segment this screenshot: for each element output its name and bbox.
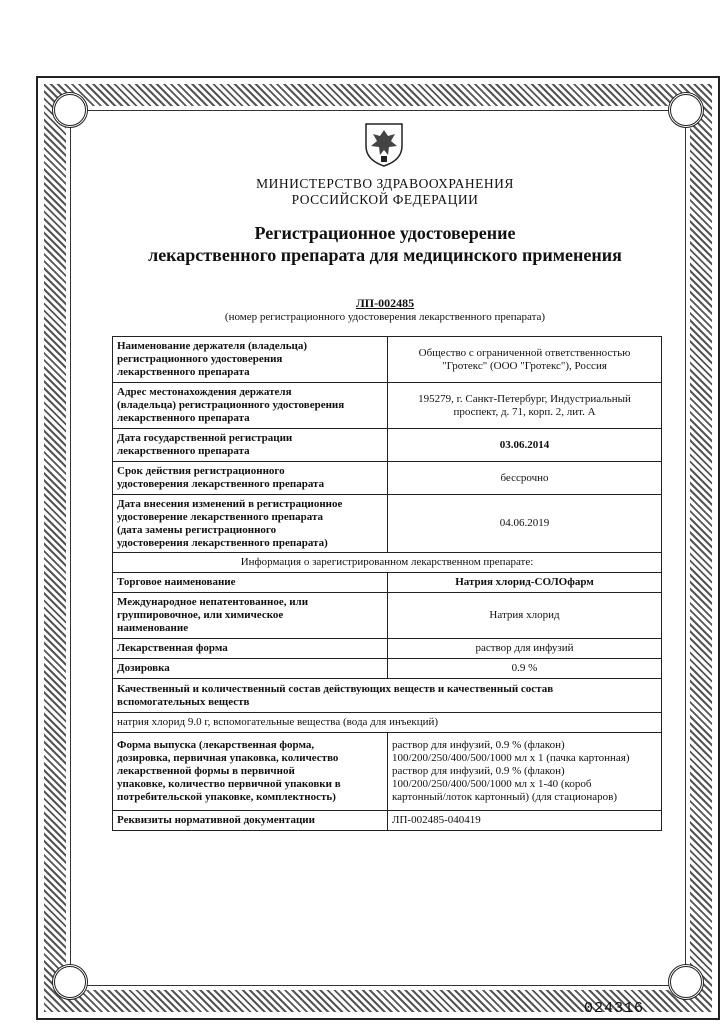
corner-rosette-bottom-left (52, 964, 88, 1000)
holder-name-label: Наименование держателя (владельца) регистрационного удостоверения лекарственного препарата (113, 337, 388, 383)
corner-rosette-bottom-right (668, 964, 704, 1000)
holder-address-value: 195279, г. Санкт-Петербург, Индустриальный проспект, д. 71, корп. 2, лит. А (388, 383, 662, 429)
document-title: Регистрационное удостоверение лекарственного препарата для медицинского применения (148, 223, 622, 265)
validity-label: Срок действия регистрационного удостоверения лекарственного препарата (113, 462, 388, 495)
regulatory-docs-label: Реквизиты нормативной документации (113, 811, 388, 831)
holder-name-value: Общество с ограниченной ответственностью "Гротекс" (ООО "Гротекс"), Россия (388, 337, 662, 383)
table-row (113, 811, 662, 831)
form-serial-number: 024316 (584, 1000, 645, 1017)
ministry-name: МИНИСТЕРСТВО ЗДРАВООХРАНЕНИЯ РОССИЙСКОЙ ФЕДЕРАЦИИ (256, 176, 514, 207)
registration-date-value: 03.06.2014 (388, 429, 662, 462)
table-row (113, 429, 662, 462)
table-row (113, 495, 662, 553)
inn-value: Натрия хлорид (388, 593, 662, 639)
table-row (113, 337, 662, 383)
dosage-form-value: раствор для инфузий (388, 639, 662, 659)
regulatory-docs-value: ЛП-002485-040419 (388, 811, 662, 831)
table-row (113, 639, 662, 659)
table-row (113, 383, 662, 429)
registration-number: ЛП-002485 (355, 296, 415, 310)
table-row (113, 553, 662, 573)
coat-of-arms-icon (362, 120, 406, 168)
holder-address-label: Адрес местонахождения держателя (владельца) регистрационного удостоверения лекарственного препарата (113, 383, 388, 429)
registration-number-caption: (номер регистрационного удостоверения лекарственного препарата) (224, 311, 546, 323)
table-row (113, 573, 662, 593)
composition-label: Качественный и количественный состав действующих веществ и качественный состав вспомогательных веществ (113, 679, 662, 713)
table-row (113, 733, 662, 811)
inn-label: Международное непатентованное, или группировочное, или химическое наименование (113, 593, 388, 639)
trade-name-value: Натрия хлорид-СОЛОфарм (388, 573, 662, 593)
table-row (113, 659, 662, 679)
registration-date-label: Дата государственной регистрации лекарственного препарата (113, 429, 388, 462)
table-row (113, 462, 662, 495)
trade-name-label: Торговое наименование (113, 573, 388, 593)
table-row (113, 593, 662, 639)
table-row (113, 713, 662, 733)
amendment-date-value: 04.06.2019 (388, 495, 662, 553)
packaging-label: Форма выпуска (лекарственная форма, дозировка, первичная упаковка, количество лекарственной формы в первичной упаковке, количество первичной упаковки в потребительской упаковке, комплектность) (113, 733, 388, 811)
composition-value: натрия хлорид 9.0 г, вспомогательные вещества (вода для инъекций) (113, 713, 662, 733)
packaging-value: раствор для инфузий, 0.9 % (флакон) 100/200/250/400/500/1000 мл х 1 (пачка картонная) раствор для инфузий, 0.9 % (флакон) 100/200/250/400/500/1000 мл х 1-40 (короб картонный/лоток картонный) (для стационаров) (388, 733, 662, 811)
registration-table (112, 336, 662, 831)
corner-rosette-top-right (668, 92, 704, 128)
dosage-label: Дозировка (113, 659, 388, 679)
table-row (113, 679, 662, 713)
validity-value: бессрочно (388, 462, 662, 495)
drug-info-header: Информация о зарегистрированном лекарственном препарате: (113, 553, 662, 573)
amendment-date-label: Дата внесения изменений в регистрационное удостоверение лекарственного препарата (дата замены регистрационного удостоверения лекарственного препарата) (113, 495, 388, 553)
dosage-form-label: Лекарственная форма (113, 639, 388, 659)
dosage-value: 0.9 % (388, 659, 662, 679)
corner-rosette-top-left (52, 92, 88, 128)
